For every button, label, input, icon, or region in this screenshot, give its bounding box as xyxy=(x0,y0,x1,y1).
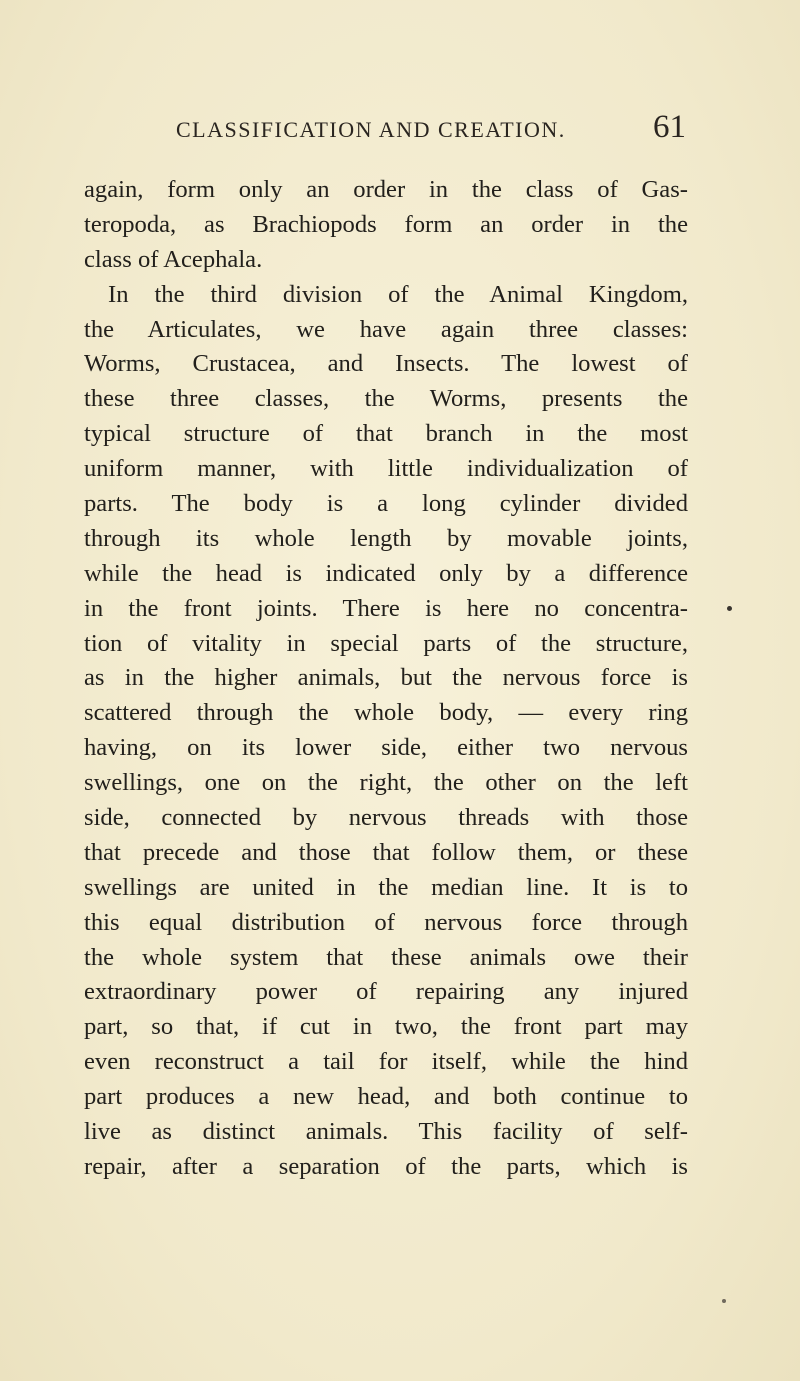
text-line: part produces a new head, and both continue to xyxy=(84,1083,688,1111)
running-head-title: CLASSIFICATION AND CREATION. xyxy=(176,117,566,142)
text-line: repair, after a separation of the parts, which is xyxy=(84,1152,688,1180)
text-line: scattered through the whole body, — every ring xyxy=(84,699,688,727)
text-line: swellings are united in the median line. It is to xyxy=(84,873,688,901)
text-line: side, connected by nervous threads with those xyxy=(84,804,688,832)
text-line: again, form only an order in the class of Gas- xyxy=(84,176,688,203)
text-line: while the head is indicated only by a difference xyxy=(84,559,688,587)
page-number: 61 xyxy=(653,109,686,145)
text-line: swellings, one on the right, the other on the left xyxy=(84,769,688,797)
text-line: class of Acephala. xyxy=(84,245,263,273)
text-line: even reconstruct a tail for itself, while the hind xyxy=(84,1048,688,1076)
body-text xyxy=(84,173,688,1185)
text-line: Worms, Crustacea, and Insects. The lowest of xyxy=(84,350,688,378)
text-line: In the third division of the Animal Kingdom, xyxy=(108,280,688,308)
text-line: the Articulates, we have again three classes: xyxy=(84,315,688,343)
text-line: this equal distribution of nervous force through xyxy=(84,908,688,936)
text-line: parts. The body is a long cylinder divided xyxy=(84,490,688,518)
text-line: part, so that, if cut in two, the front part may xyxy=(84,1013,688,1041)
text-line: tion of vitality in special parts of the structure, xyxy=(84,629,688,657)
text-line: live as distinct animals. This facility of self- xyxy=(84,1118,688,1146)
text-line: as in the higher animals, but the nervous force is xyxy=(84,664,688,692)
text-line: extraordinary power of repairing any injured xyxy=(84,978,688,1006)
text-line: typical structure of that branch in the most xyxy=(84,420,688,448)
text-line: these three classes, the Worms, presents the xyxy=(84,385,688,413)
text-line: that precede and those that follow them, or these xyxy=(84,838,688,866)
text-line: in the front joints. There is here no concentra- xyxy=(84,594,688,622)
running-head xyxy=(176,109,686,153)
ink-speck xyxy=(727,606,732,611)
text-line: teropoda, as Brachiopods form an order in the xyxy=(84,210,688,238)
text-line: having, on its lower side, either two nervous xyxy=(84,734,688,762)
ink-speck xyxy=(722,1299,726,1303)
text-line: uniform manner, with little individualization of xyxy=(84,455,688,483)
text-line: through its whole length by movable joints, xyxy=(84,524,688,552)
text-line: the whole system that these animals owe their xyxy=(84,943,688,971)
